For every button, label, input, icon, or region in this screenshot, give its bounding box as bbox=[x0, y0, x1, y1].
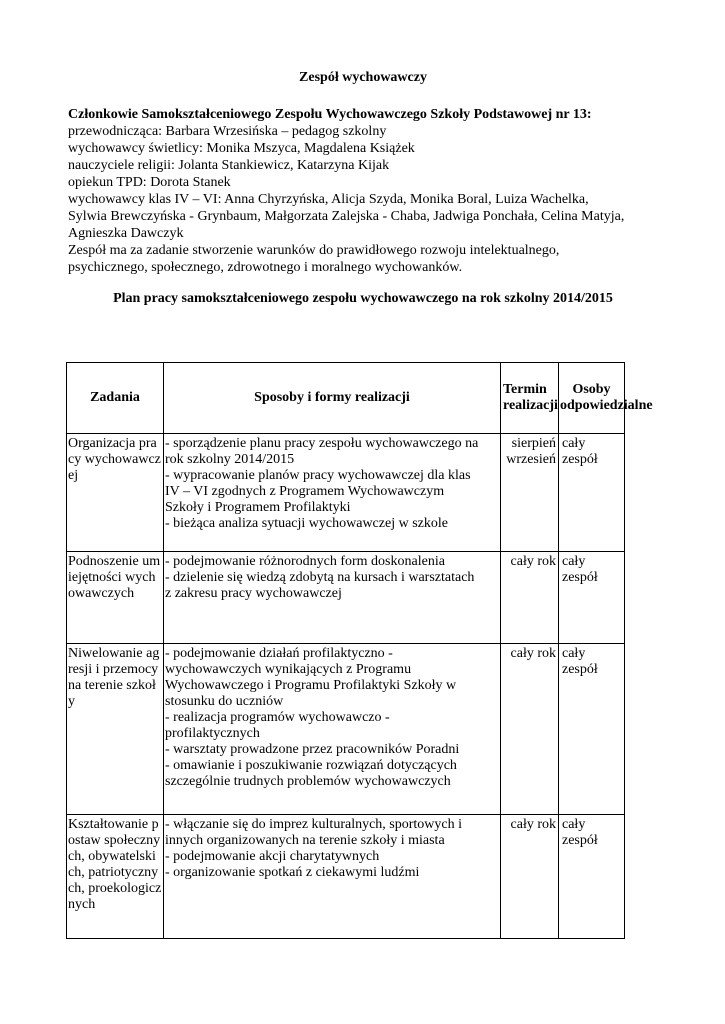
ways-line: z zakresu pracy wychowawczej bbox=[165, 586, 342, 601]
ways-line: - podejmowanie różnorodnych form doskonalenia bbox=[165, 554, 445, 569]
header-persons: Osoby odpowiedzialne bbox=[559, 363, 625, 434]
ways-line: stosunku do uczniów bbox=[165, 694, 284, 709]
table-row bbox=[67, 552, 625, 644]
work-plan-table bbox=[66, 362, 653, 939]
ways-line: - włączanie się do imprez kulturalnych, sportowych i bbox=[165, 817, 463, 832]
intro-line: wychowawcy świetlicy: Monika Mszyca, Magdalena Książek bbox=[68, 141, 415, 156]
intro-line: Zespół ma za zadanie stworzenie warunków do prawidłowego rozwoju intelektualnego, bbox=[68, 243, 560, 258]
intro-line: przewodnicząca: Barbara Wrzesińska – pedagog szkolny bbox=[68, 124, 387, 139]
ways-line: rok szkolny 2014/2015 bbox=[165, 452, 295, 467]
header-tasks: Zadania bbox=[67, 363, 164, 434]
ways-line: wychowawczych wynikających z Programu bbox=[165, 662, 412, 677]
ways-line: - organizowanie spotkań z ciekawymi ludźmi bbox=[165, 865, 420, 880]
intro-line: wychowawcy klas IV – VI: Anna Chyrzyńska, Alicja Szyda, Monika Boral, Luiza Wachelka, bbox=[68, 192, 589, 207]
table-row bbox=[67, 815, 625, 939]
ways-line: Szkoły i Programem Profilaktyki bbox=[165, 500, 351, 515]
ways-line: - wypracowanie planów pracy wychowawczej dla klas bbox=[165, 468, 471, 483]
persons-cell: cały zespół bbox=[559, 552, 625, 644]
ways-line: profilaktycznych bbox=[165, 726, 260, 741]
table-row bbox=[67, 434, 625, 552]
ways-cell bbox=[164, 644, 501, 815]
ways-line: - omawianie i poszukiwanie rozwiązań dotyczących bbox=[165, 758, 457, 773]
persons-cell: cały zespół bbox=[559, 434, 625, 552]
ways-cell bbox=[164, 815, 501, 939]
intro-line: opiekun TPD: Dorota Stanek bbox=[68, 175, 231, 190]
ways-cell bbox=[164, 552, 501, 644]
ways-line: - sporządzenie planu pracy zespołu wychowawczego na bbox=[165, 436, 479, 451]
ways-line: Wychowawczego i Programu Profilaktyki Szkoły w bbox=[165, 678, 457, 693]
task-cell: Niwelowanie agresji i przemocy na terenie szkoły bbox=[67, 644, 164, 815]
task-cell: Kształtowanie postaw społecznych, obywatelskich, patriotycznych, proekologicznych bbox=[67, 815, 164, 939]
ways-line: szczególnie trudnych problemów wychowawczych bbox=[165, 774, 451, 789]
task-cell: Podnoszenie umiejętności wychowawczych bbox=[67, 552, 164, 644]
ways-line: - podejmowanie działań profilaktyczno - bbox=[165, 646, 393, 661]
ways-line: - dzielenie się wiedzą zdobytą na kursach i warsztatach bbox=[165, 570, 475, 585]
ways-line: - warsztaty prowadzone przez pracowników Poradni bbox=[165, 742, 460, 757]
ways-line: - podejmowanie akcji charytatywnych bbox=[165, 849, 380, 864]
term-cell: cały rok bbox=[501, 552, 559, 644]
term-cell: cały rok bbox=[501, 644, 559, 815]
intro-line: psychicznego, społecznego, zdrowotnego i moralnego wychowanków. bbox=[68, 260, 463, 275]
persons-cell: cały zespół bbox=[559, 644, 625, 815]
term-cell: sierpień wrzesień bbox=[501, 434, 559, 552]
header-ways: Sposoby i formy realizacji bbox=[164, 363, 501, 434]
plan-title: Plan pracy samokształceniowego zespołu wychowawczego na rok szkolny 2014/2015 bbox=[113, 291, 613, 306]
table-header-row bbox=[67, 363, 625, 434]
members-heading: Członkowie Samokształceniowego Zespołu Wychowawczego Szkoły Podstawowej nr 13: bbox=[68, 107, 592, 122]
ways-line: - bieżąca analiza sytuacji wychowawczej w szkole bbox=[165, 516, 448, 531]
intro-line: nauczyciele religii: Jolanta Stankiewicz, Katarzyna Kijak bbox=[68, 158, 390, 173]
ways-line: IV – VI zgodnych z Programem Wychowawczym bbox=[165, 484, 445, 499]
task-cell: Organizacja pracy wychowawczej bbox=[67, 434, 164, 552]
intro-line: Sylwia Brewczyńska - Grynbaum, Małgorzata Zalejska - Chaba, Jadwiga Ponchała, Celina Matyja, bbox=[68, 209, 625, 224]
document-title: Zespół wychowawczy bbox=[299, 70, 427, 85]
header-term: Termin realizacji bbox=[501, 363, 559, 434]
ways-line: - realizacja programów wychowawczo - bbox=[165, 710, 390, 725]
ways-line: innych organizowanych na terenie szkoły i miasta bbox=[165, 833, 445, 848]
intro-line: Agnieszka Dawczyk bbox=[68, 226, 184, 241]
table-row bbox=[67, 644, 625, 815]
ways-cell bbox=[164, 434, 501, 552]
team-members-section bbox=[68, 106, 658, 276]
term-cell: cały rok bbox=[501, 815, 559, 939]
persons-cell: cały zespół bbox=[559, 815, 625, 939]
